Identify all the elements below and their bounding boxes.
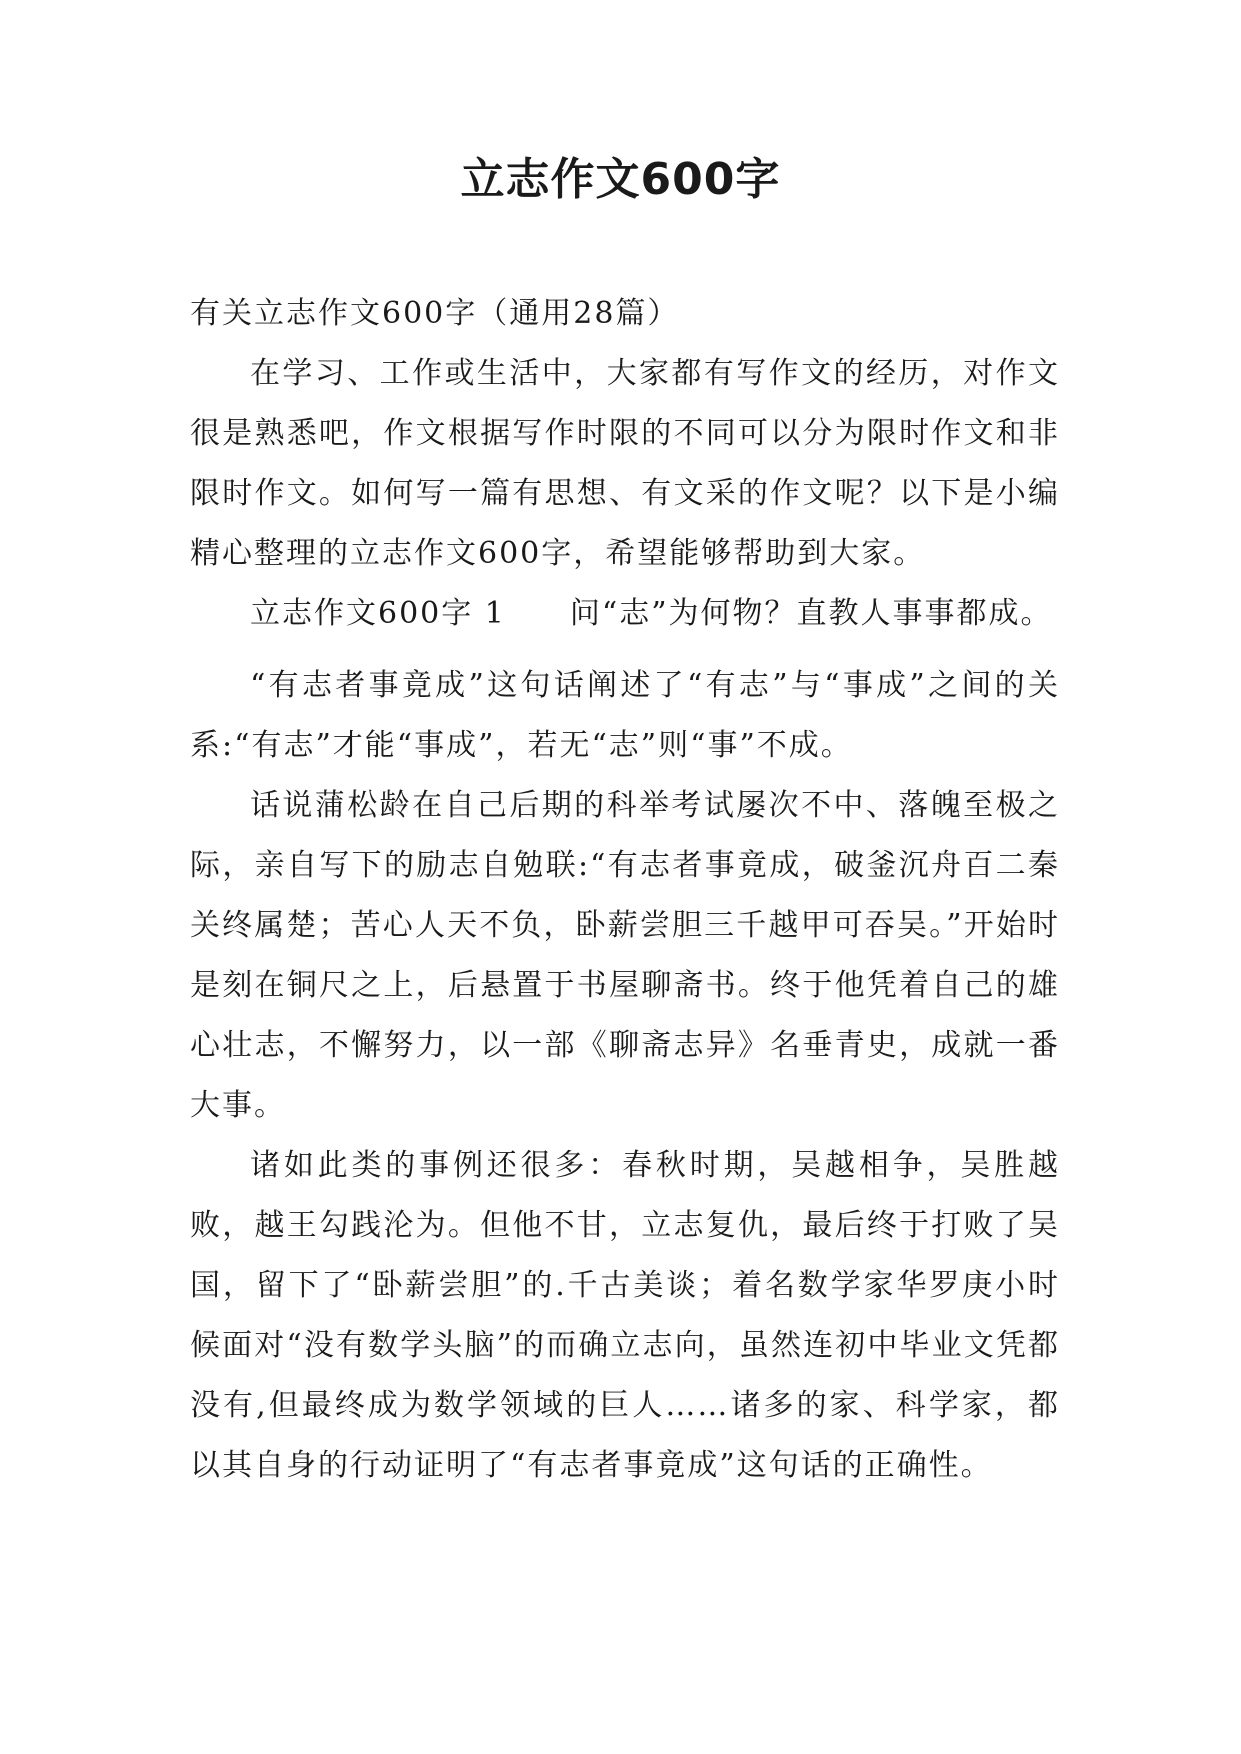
subtitle-paragraph: 有关立志作文600字（通用28篇）	[190, 296, 680, 331]
page-title: 立志作文600字	[460, 154, 781, 205]
body-paragraph: 话说蒲松龄在自己后期的科举考试屡次不中、落魄至极之际，亲自写下的励志自勉联:“有志者事竟成，破釜沉舟百二秦关终属楚；苦心人天不负，卧薪尝胆三千越甲可吞吴。”开始时是刻在铜尺之上，后悬置于书屋聊斋书。终于他凭着自己的雄心壮志，不懈努力，以一部《聊斋志异》名垂青史，成就一番大事。	[190, 788, 1060, 1123]
document-body	[190, 284, 1060, 1496]
body-paragraph: “有志者事竟成”这句话阐述了“有志”与“事成”之间的关系:“有志”才能“事成”，若无“志”则“事”不成。	[190, 668, 1060, 763]
body-paragraph: 诸如此类的事例还很多：春秋时期，吴越相争，吴胜越败，越王勾践沦为。但他不甘，立志复仇，最后终于打败了吴国，留下了“卧薪尝胆”的.千古美谈；着名数学家华罗庚小时候面对“没有数学头脑”的而确立志向，虽然连初中毕业文凭都没有,但最终成为数学领域的巨人……诸多的家、科学家，都以其自身的行动证明了“有志者事竟成”这句话的正确性。	[190, 1148, 1060, 1483]
intro-paragraph: 在学习、工作或生活中，大家都有写作文的经历，对作文很是熟悉吧，作文根据写作时限的不同可以分为限时作文和非限时作文。如何写一篇有思想、有文采的作文呢？以下是小编精心整理的立志作文600字，希望能够帮助到大家。	[190, 356, 1060, 571]
essay-heading-paragraph: 立志作文600字 1 问“志”为何物？直教人事事都成。	[250, 596, 1053, 631]
